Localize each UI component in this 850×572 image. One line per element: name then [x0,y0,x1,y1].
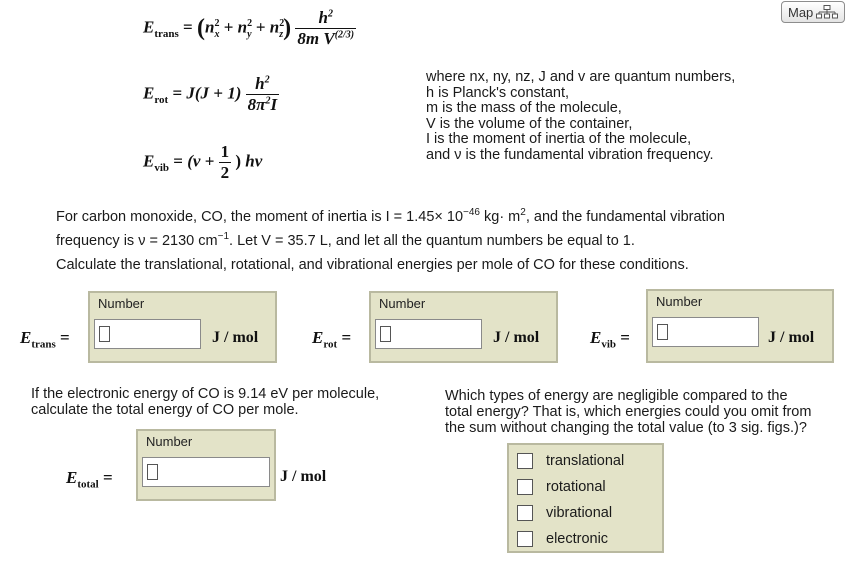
desc-line-planck: h is Planck's constant, [426,84,570,101]
equation-trans: $E_{trans} = (n^2_x + n^2_y + n^2_z)$ $\frac{h^2}{8m V^{(2/3)}}$ [143,8,355,48]
map-button[interactable] [781,1,845,23]
problem-line-2: frequency is ν = 2130 $cm^{-1}$. Let V = 35.7 L, and let all the quantum numbers be equal to 1. [56,230,635,249]
desc-line-quantum: where nx, ny, nz, J and v are quantum numbers, [426,69,736,85]
e-total-answer-box [136,429,276,501]
vibrational-checkbox[interactable] [517,505,533,521]
e-rot-input-frame [375,319,482,349]
option-vibrational[interactable]: vibrational [517,502,612,524]
number-label: Number [146,434,193,449]
e-vib-unit: J / mol [768,329,815,346]
energy-options-box [507,443,664,553]
desc-line-frequency: and ν is the fundamental vibration frequency. [426,146,714,163]
option-rotational[interactable]: rotational [517,476,606,498]
e-total-label: $E_{total}$ = [66,468,113,491]
sitemap-icon [816,5,838,19]
e-vib-input-frame [652,317,759,347]
problem-line-1: For carbon monoxide, CO, the moment of inertia is $I = 1.45\times 10^{-46}$ $kg\cdot m^2$, and the fundamental vibration [56,207,725,225]
e-trans-unit: J / mol [212,329,259,346]
e-total-input[interactable] [147,464,158,480]
map-button-label: Map [788,4,814,20]
e-rot-input[interactable] [380,326,391,342]
e-trans-input[interactable] [99,326,110,342]
variable-description [426,70,735,163]
translational-checkbox[interactable] [517,453,533,469]
problem-statement [56,203,816,251]
e-total-input-frame [142,457,270,487]
desc-line-mass: m is the mass of the molecule, [426,100,622,116]
e-trans-label: $E_{trans}$ = [20,328,70,351]
e-rot-answer-box [369,291,558,363]
e-vib-label: $E_{vib}$ = [590,328,630,351]
desc-line-inertia: I is the moment of inertia of the molecule, [426,131,692,147]
e-vib-input[interactable] [657,324,668,340]
equation-rot: $E_{rot} = J(J + 1)$ $\frac{h^2}{8\pi^2I}$ [143,74,278,114]
negligible-question: Which types of energy are negligible compared to the total energy? That is, which energies could you omit from the sum without changing the total value (to 3 sig. figs.)? [445,388,812,436]
equation-vib: $E_{vib} = (v$ + $\frac{1}{2}$ ) hν [143,142,263,182]
e-trans-input-frame [94,319,201,349]
desc-line-volume: V is the volume of the container, [426,115,633,132]
e-total-unit: J / mol [280,468,327,485]
e-trans-answer-box [88,291,277,363]
number-label: Number [379,296,426,311]
electronic-checkbox[interactable] [517,531,533,547]
rotational-checkbox[interactable] [517,479,533,495]
option-translational[interactable]: translational [517,450,624,472]
number-label: Number [98,296,145,311]
e-rot-unit: J / mol [493,329,540,346]
number-label: Number [656,294,703,309]
e-rot-label: $E_{rot}$ = [312,328,352,351]
e-vib-answer-box [646,289,834,363]
electronic-question: If the electronic energy of CO is 9.14 eV per molecule, calculate the total energy of CO per mole. [31,386,380,418]
problem-instruction: Calculate the translational, rotational, and vibrational energies per mole of CO for these conditions. [56,257,689,273]
option-electronic[interactable]: electronic [517,528,608,550]
